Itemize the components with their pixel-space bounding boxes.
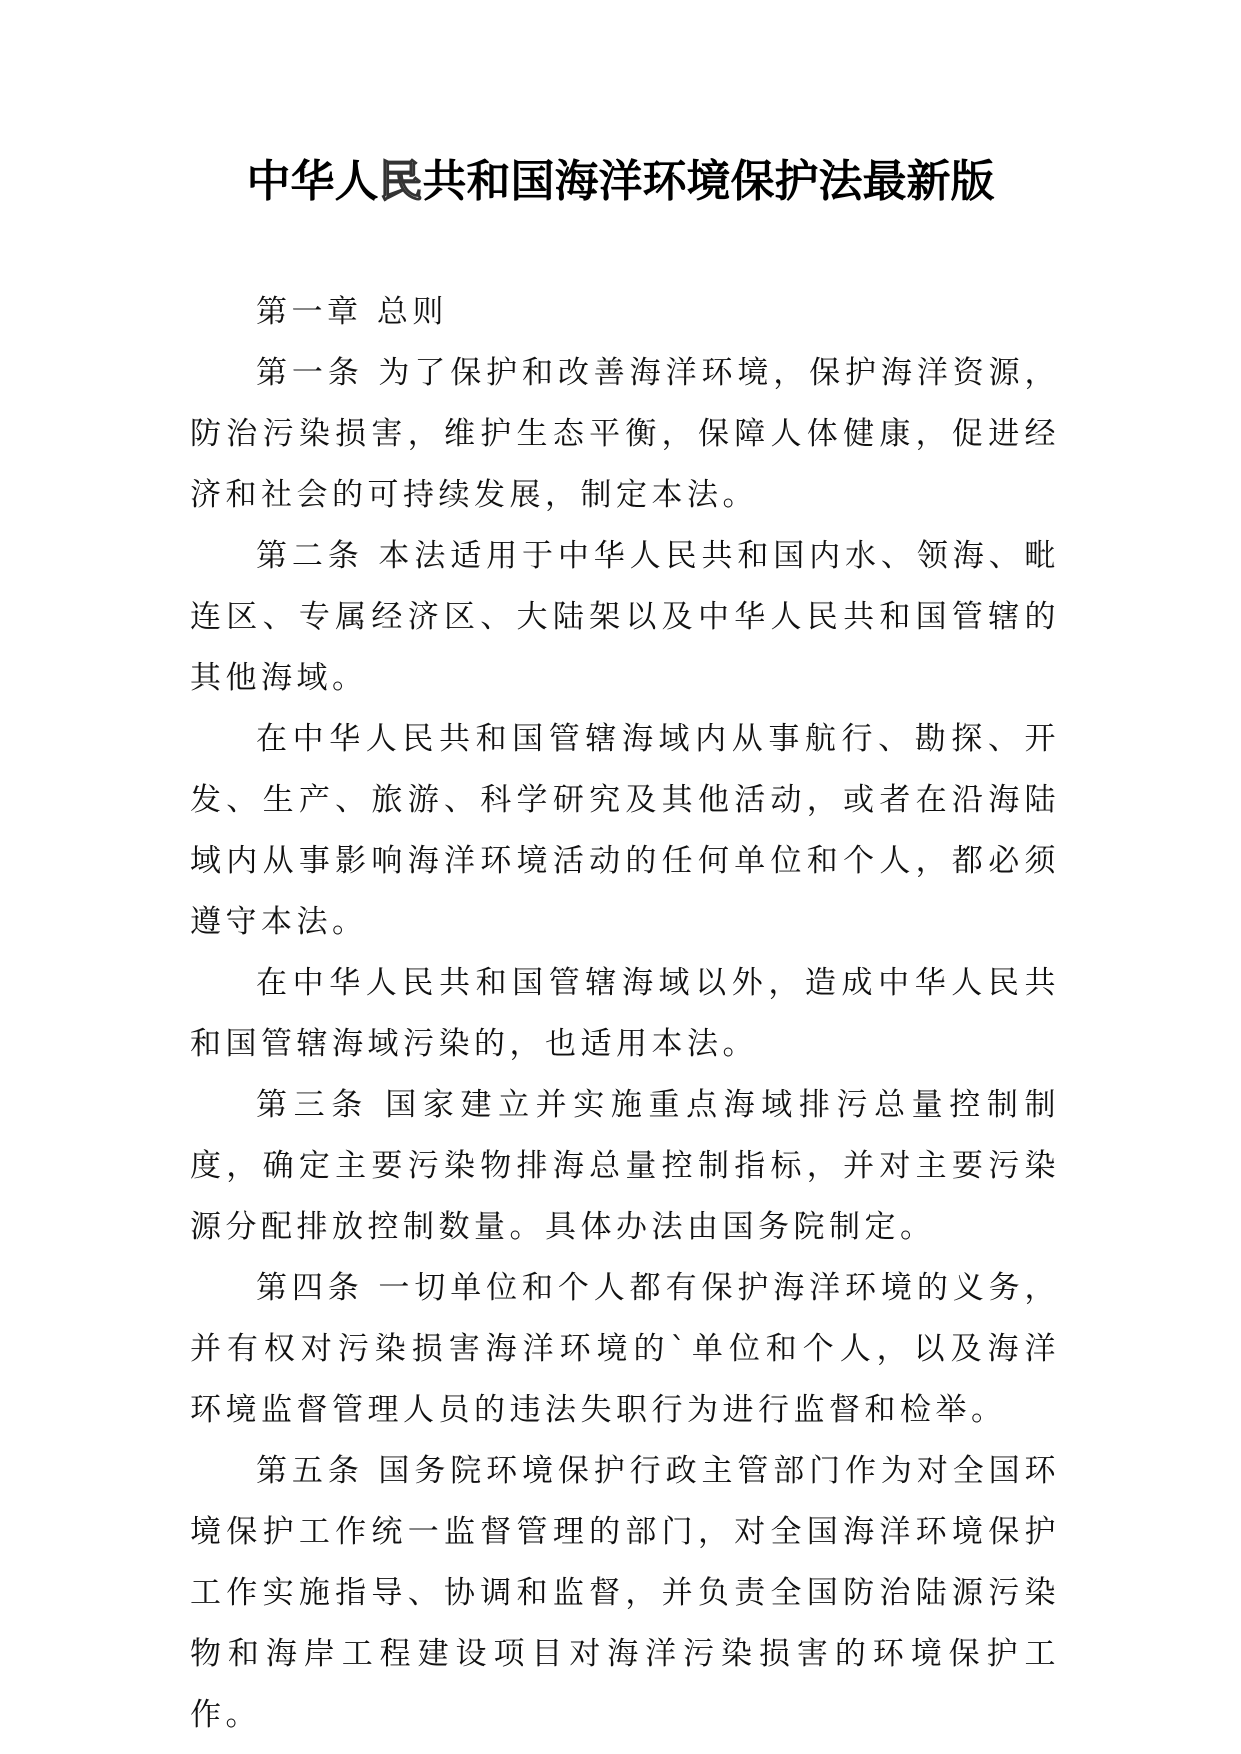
paragraph-article-2-clause-3: 在中华人民共和国管辖海域以外，造成中华人民共和国管辖海域污染的，也适用本法。: [190, 965, 1060, 1062]
title-part-3: 共和国海洋环境保护法最新版: [422, 156, 995, 207]
chapter-heading: 第一章 总则: [256, 294, 448, 330]
paragraph-article-3: 第三条 国家建立并实施重点海域排污总量控制制度，确定主要污染物排海总量控制指标，并对主要污染源分配排放控制数量。具体办法由国务院制定。: [190, 1087, 1060, 1245]
document-title: [0, 150, 1241, 214]
paragraph-article-2-clause-2: 在中华人民共和国管辖海域内从事航行、勘探、开发、生产、旅游、科学研究及其他活动，或者在沿海陆域内从事影响海洋环境活动的任何单位和个人，都必须遵守本法。: [190, 721, 1060, 940]
paragraph-article-2: 第二条 本法适用于中华人民共和国内水、领海、毗连区、专属经济区、大陆架以及中华人民共和国管辖的其他海域。: [190, 538, 1060, 696]
document-body: [190, 282, 1060, 1746]
title-part-2: 民: [378, 156, 423, 207]
paragraph-article-5: 第五条 国务院环境保护行政主管部门作为对全国环境保护工作统一监督管理的部门，对全国海洋环境保护工作实施指导、协调和监督，并负责全国防治陆源污染物和海岸工程建设项目对海洋污染损害的环境保护工作。: [190, 1453, 1060, 1733]
paragraph-article-1: 第一条 为了保护和改善海洋环境，保护海洋资源，防治污染损害，维护生态平衡，保障人体健康，促进经济和社会的可持续发展，制定本法。: [190, 355, 1060, 513]
paragraph-article-4: 第四条 一切单位和个人都有保护海洋环境的义务，并有权对污染损害海洋环境的`单位和个人，以及海洋环境监督管理人员的违法失职行为进行监督和检举。: [190, 1270, 1060, 1428]
title-part-1: 中华人: [246, 156, 379, 207]
